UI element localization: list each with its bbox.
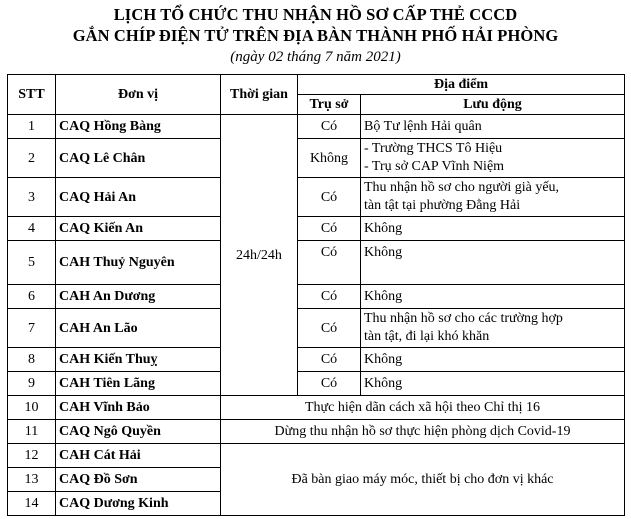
cell-mobile — [361, 217, 625, 241]
cell-unit: CAQ Hải An — [56, 178, 221, 217]
cell-unit: CAH Vĩnh Bảo — [56, 396, 221, 420]
cell-stt: 3 — [8, 178, 56, 217]
table-row — [8, 309, 625, 348]
cell-headquarters: Không — [298, 139, 361, 178]
cell-unit: CAH An Lão — [56, 309, 221, 348]
cell-stt: 5 — [8, 241, 56, 285]
mobile-line: Thu nhận hồ sơ cho người già yếu, — [364, 180, 560, 195]
table-row — [8, 285, 625, 309]
cell-unit: CAQ Lê Chân — [56, 139, 221, 178]
header-row-1 — [8, 75, 625, 95]
cell-stt: 13 — [8, 468, 56, 492]
mobile-line: Không — [364, 245, 403, 260]
table-body — [8, 115, 625, 516]
cell-unit: CAH Kiến Thuỵ — [56, 348, 221, 372]
mobile-line: Không — [364, 288, 403, 304]
cell-headquarters: Có — [298, 309, 361, 348]
cell-mobile — [361, 372, 625, 396]
cell-stt: 10 — [8, 396, 56, 420]
table-row — [8, 348, 625, 372]
cell-unit: CAQ Đồ Sơn — [56, 468, 221, 492]
cell-headquarters: Có — [298, 348, 361, 372]
cell-headquarters: Có — [298, 285, 361, 309]
table-row — [8, 241, 625, 285]
cell-unit: CAH Cát Hải — [56, 444, 221, 468]
cell-stt: 6 — [8, 285, 56, 309]
table-row — [8, 372, 625, 396]
cell-mobile — [361, 348, 625, 372]
column-header-headquarters: Trụ sở — [298, 95, 361, 115]
column-header-mobile: Lưu động — [361, 95, 625, 115]
cell-headquarters: Có — [298, 178, 361, 217]
column-header-time: Thời gian — [221, 75, 298, 115]
cell-stt: 12 — [8, 444, 56, 468]
cell-unit: CAH Thuỷ Nguyên — [56, 241, 221, 285]
mobile-line: tàn tật tại phường Đằng Hải — [364, 198, 521, 213]
cell-unit: CAQ Kiến An — [56, 217, 221, 241]
table-row — [8, 115, 625, 139]
cell-stt: 8 — [8, 348, 56, 372]
cell-mobile — [361, 178, 625, 217]
table-row — [8, 217, 625, 241]
mobile-line: - Trụ sở CAP Vĩnh Niệm — [364, 159, 505, 174]
cell-mobile — [361, 285, 625, 309]
table-header — [8, 75, 625, 115]
cell-time-merged: 24h/24h — [221, 115, 298, 396]
cell-stt: 7 — [8, 309, 56, 348]
mobile-line: tàn tật, đi lại khó khăn — [364, 329, 490, 344]
cell-mobile — [361, 241, 625, 285]
table-row — [8, 420, 625, 444]
mobile-line: Bộ Tư lệnh Hải quân — [364, 118, 482, 134]
cell-unit: CAH An Dương — [56, 285, 221, 309]
cell-note: Dừng thu nhận hồ sơ thực hiện phòng dịch Covid-19 — [221, 420, 625, 444]
cell-mobile — [361, 139, 625, 178]
title-block — [0, 0, 631, 68]
column-header-place: Địa điểm — [298, 75, 625, 95]
mobile-line: Không — [364, 375, 403, 391]
document-subtitle: (ngày 02 tháng 7 năm 2021) — [230, 49, 401, 65]
document-title-line-2: GẮN CHÍP ĐIỆN TỬ TRÊN ĐỊA BÀN THÀNH PHỐ HẢI PHÒNG — [72, 26, 559, 45]
cell-headquarters: Có — [298, 115, 361, 139]
cell-stt: 4 — [8, 217, 56, 241]
schedule-table — [7, 74, 625, 516]
table-row — [8, 444, 625, 468]
mobile-line: - Trường THCS Tô Hiệu — [364, 141, 503, 156]
cell-group-note: Đã bàn giao máy móc, thiết bị cho đơn vị khác — [221, 444, 625, 516]
table-row — [8, 178, 625, 217]
cell-stt: 1 — [8, 115, 56, 139]
cell-stt: 11 — [8, 420, 56, 444]
cell-note: Thực hiện dãn cách xã hội theo Chỉ thị 16 — [221, 396, 625, 420]
document-title-line-1: LỊCH TỔ CHỨC THU NHẬN HỒ SƠ CẤP THẺ CCCD — [113, 5, 518, 24]
mobile-line: Không — [364, 351, 403, 367]
cell-unit: CAQ Ngô Quyền — [56, 420, 221, 444]
mobile-line: Không — [364, 220, 403, 236]
table-row — [8, 396, 625, 420]
cell-unit: CAH Tiên Lãng — [56, 372, 221, 396]
cell-headquarters: Có — [298, 372, 361, 396]
cell-stt: 14 — [8, 492, 56, 516]
cell-stt: 9 — [8, 372, 56, 396]
cell-unit: CAQ Hồng Bàng — [56, 115, 221, 139]
column-header-stt: STT — [8, 75, 56, 115]
schedule-table-wrapper — [7, 74, 624, 516]
column-header-unit: Đơn vị — [56, 75, 221, 115]
cell-headquarters: Có — [298, 241, 361, 285]
mobile-line: Thu nhận hồ sơ cho các trường hợp — [364, 311, 563, 326]
cell-mobile — [361, 115, 625, 139]
table-row — [8, 139, 625, 178]
cell-stt: 2 — [8, 139, 56, 178]
cell-unit: CAQ Dương Kinh — [56, 492, 221, 516]
cell-headquarters: Có — [298, 217, 361, 241]
cell-mobile — [361, 309, 625, 348]
